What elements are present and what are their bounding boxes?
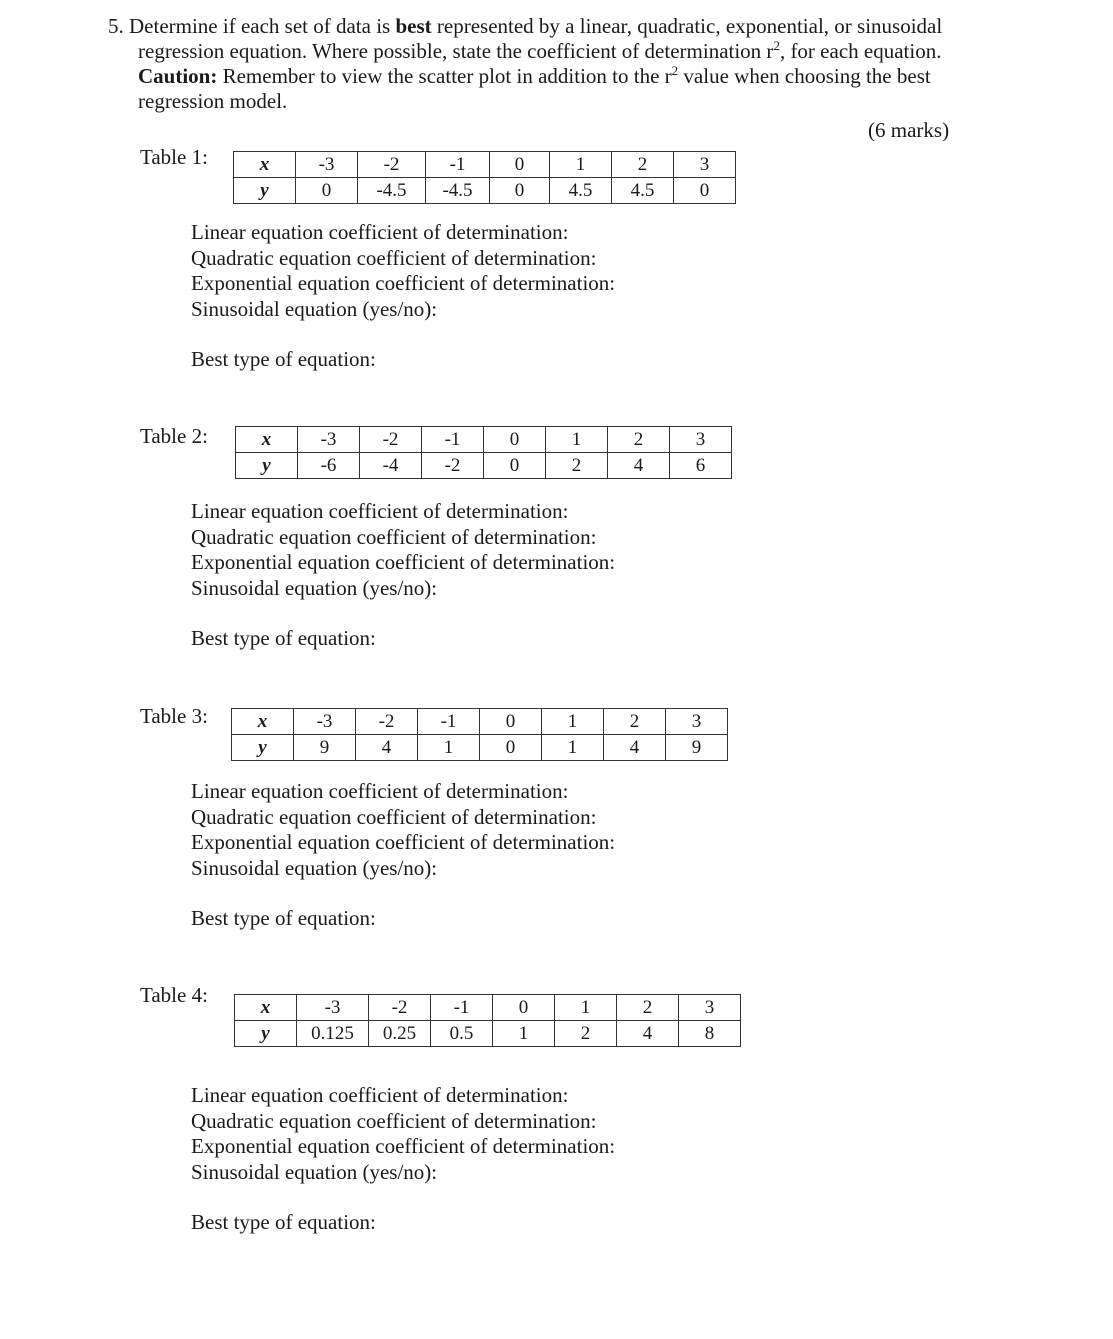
table-cell: 3 bbox=[666, 709, 728, 735]
table-cell: 2 bbox=[555, 1021, 617, 1047]
quadratic-prompt: Quadratic equation coefficient of determination: bbox=[191, 1108, 597, 1133]
table-cell: 0.5 bbox=[431, 1021, 493, 1047]
table-cell: -3 bbox=[297, 995, 369, 1021]
question-line-1 bbox=[108, 14, 1008, 39]
x-header: x bbox=[235, 995, 297, 1021]
superscript: 2 bbox=[773, 38, 780, 53]
table-2-best-prompt: Best type of equation: bbox=[191, 626, 376, 650]
table-cell: 9 bbox=[666, 735, 728, 761]
exponential-prompt: Exponential equation coefficient of determination: bbox=[191, 1134, 616, 1158]
table-cell: 1 bbox=[546, 427, 608, 453]
marks-label: (6 marks) bbox=[868, 118, 950, 142]
table-4-prompts bbox=[191, 1083, 615, 1185]
table-cell: 8 bbox=[679, 1021, 741, 1047]
table-cell: 0 bbox=[480, 735, 542, 761]
table-cell: 2 bbox=[612, 152, 674, 178]
y-header: y bbox=[234, 178, 296, 204]
exponential-prompt: Exponential equation coefficient of determination: bbox=[191, 830, 616, 854]
table-cell: 3 bbox=[674, 152, 736, 178]
table-cell: 0 bbox=[490, 152, 550, 178]
table-cell: -4.5 bbox=[358, 178, 426, 204]
table-4-best-prompt: Best type of equation: bbox=[191, 1210, 376, 1234]
table-cell: 1 bbox=[418, 735, 480, 761]
table-cell: -4.5 bbox=[426, 178, 490, 204]
table-cell: -3 bbox=[294, 709, 356, 735]
table-cell: -1 bbox=[426, 152, 490, 178]
question-text-part: value when choosing the best bbox=[678, 64, 931, 88]
table-cell: 4 bbox=[608, 453, 670, 479]
table-cell: 4.5 bbox=[612, 178, 674, 204]
table-cell: -2 bbox=[369, 995, 431, 1021]
table-cell: -2 bbox=[422, 453, 484, 479]
x-header: x bbox=[234, 152, 296, 178]
superscript: 2 bbox=[671, 63, 679, 78]
table-cell: 9 bbox=[294, 735, 356, 761]
table-2-prompts bbox=[191, 499, 615, 601]
table-3 bbox=[231, 708, 728, 761]
table-cell: 2 bbox=[546, 453, 608, 479]
table-cell: 2 bbox=[604, 709, 666, 735]
table-1-x-row bbox=[234, 152, 736, 178]
table-cell: -3 bbox=[298, 427, 360, 453]
table-cell: 1 bbox=[555, 995, 617, 1021]
table-4-x-row bbox=[235, 995, 741, 1021]
table-cell: 4 bbox=[617, 1021, 679, 1047]
table-cell: -6 bbox=[298, 453, 360, 479]
table-3-prompts bbox=[191, 779, 615, 881]
table-cell: 0.25 bbox=[369, 1021, 431, 1047]
table-3-y-row bbox=[232, 735, 728, 761]
table-cell: -1 bbox=[422, 427, 484, 453]
table-3-label: Table 3: bbox=[140, 704, 208, 728]
table-1 bbox=[233, 151, 736, 204]
y-header: y bbox=[235, 1021, 297, 1047]
table-cell: -2 bbox=[358, 152, 426, 178]
sinusoidal-prompt: Sinusoidal equation (yes/no): bbox=[191, 575, 438, 600]
table-cell: 2 bbox=[608, 427, 670, 453]
table-2 bbox=[235, 426, 732, 479]
table-2-label: Table 2: bbox=[140, 424, 208, 448]
table-1-best-prompt: Best type of equation: bbox=[191, 347, 376, 371]
table-1-prompts bbox=[191, 220, 615, 322]
table-cell: 0 bbox=[493, 995, 555, 1021]
table-cell: -1 bbox=[431, 995, 493, 1021]
question-line-4: regression model. bbox=[138, 89, 288, 113]
table-cell: 0 bbox=[484, 427, 546, 453]
x-header: x bbox=[232, 709, 294, 735]
table-4-y-row bbox=[235, 1021, 741, 1047]
table-cell: 3 bbox=[670, 427, 732, 453]
question-text-part: Determine if each set of data is bbox=[129, 14, 396, 38]
table-cell: 2 bbox=[617, 995, 679, 1021]
x-header: x bbox=[236, 427, 298, 453]
table-cell: 0.125 bbox=[297, 1021, 369, 1047]
table-cell: 0 bbox=[484, 453, 546, 479]
emphasis-best: best bbox=[395, 14, 432, 38]
quadratic-prompt: Quadratic equation coefficient of determination: bbox=[191, 804, 597, 829]
quadratic-prompt: Quadratic equation coefficient of determination: bbox=[191, 524, 597, 549]
exponential-prompt: Exponential equation coefficient of determination: bbox=[191, 550, 616, 574]
table-4 bbox=[234, 994, 741, 1047]
linear-prompt: Linear equation coefficient of determination: bbox=[191, 499, 569, 523]
table-cell: 1 bbox=[542, 735, 604, 761]
sinusoidal-prompt: Sinusoidal equation (yes/no): bbox=[191, 296, 438, 321]
table-4-label: Table 4: bbox=[140, 983, 208, 1007]
question-number: 5. bbox=[108, 14, 124, 38]
table-cell: -2 bbox=[360, 427, 422, 453]
table-2-y-row bbox=[236, 453, 732, 479]
quadratic-prompt: Quadratic equation coefficient of determination: bbox=[191, 245, 597, 270]
table-cell: 0 bbox=[480, 709, 542, 735]
table-cell: 6 bbox=[670, 453, 732, 479]
table-1-label: Table 1: bbox=[140, 145, 208, 169]
question-line-2 bbox=[108, 39, 1008, 64]
table-cell: 1 bbox=[550, 152, 612, 178]
table-cell: -3 bbox=[296, 152, 358, 178]
question-text-part: Remember to view the scatter plot in addition to the r bbox=[217, 64, 672, 88]
question-text-part: , for each equation. bbox=[779, 39, 942, 63]
table-cell: 0 bbox=[674, 178, 736, 204]
sinusoidal-prompt: Sinusoidal equation (yes/no): bbox=[191, 855, 438, 880]
linear-prompt: Linear equation coefficient of determination: bbox=[191, 220, 569, 244]
table-3-best-prompt: Best type of equation: bbox=[191, 906, 376, 930]
table-cell: -2 bbox=[356, 709, 418, 735]
linear-prompt: Linear equation coefficient of determination: bbox=[191, 1083, 569, 1107]
table-2-x-row bbox=[236, 427, 732, 453]
sinusoidal-prompt: Sinusoidal equation (yes/no): bbox=[191, 1159, 438, 1184]
table-3-x-row bbox=[232, 709, 728, 735]
linear-prompt: Linear equation coefficient of determination: bbox=[191, 779, 569, 803]
y-header: y bbox=[232, 735, 294, 761]
question-text-part: represented by a linear, quadratic, exponential, or sinusoidal bbox=[431, 14, 943, 38]
table-cell: 3 bbox=[679, 995, 741, 1021]
table-cell: 0 bbox=[490, 178, 550, 204]
table-cell: -1 bbox=[418, 709, 480, 735]
caution-label: Caution: bbox=[138, 64, 218, 88]
table-cell: 4 bbox=[356, 735, 418, 761]
question-text bbox=[108, 14, 1008, 114]
table-cell: 4 bbox=[604, 735, 666, 761]
table-cell: 1 bbox=[542, 709, 604, 735]
exponential-prompt: Exponential equation coefficient of determination: bbox=[191, 271, 616, 295]
table-cell: -4 bbox=[360, 453, 422, 479]
table-1-y-row bbox=[234, 178, 736, 204]
table-cell: 4.5 bbox=[550, 178, 612, 204]
question-text-part: regression equation. Where possible, state the coefficient of determination r bbox=[138, 39, 774, 63]
y-header: y bbox=[236, 453, 298, 479]
question-line-3 bbox=[108, 64, 1008, 89]
table-cell: 0 bbox=[296, 178, 358, 204]
table-cell: 1 bbox=[493, 1021, 555, 1047]
